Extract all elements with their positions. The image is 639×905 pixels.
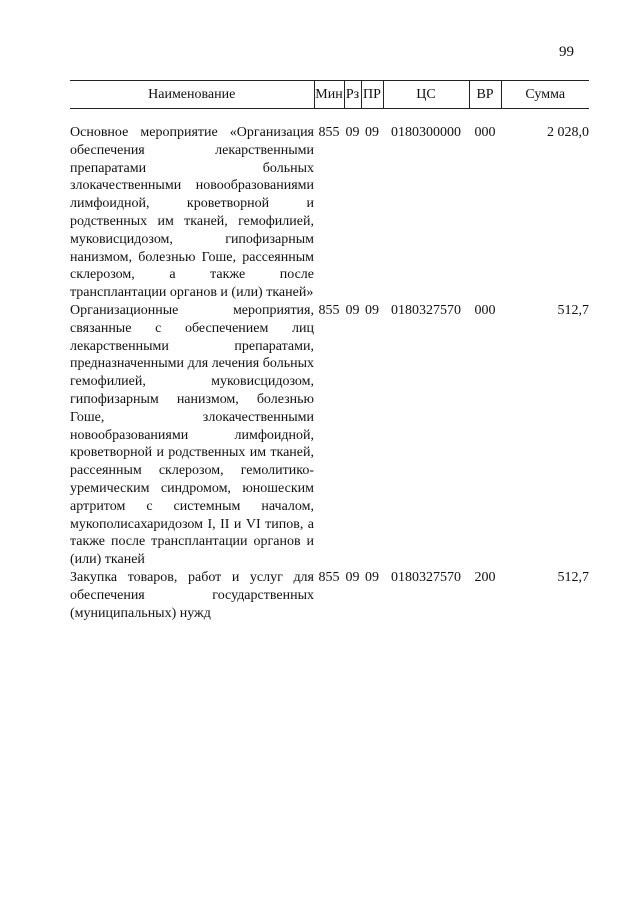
row-name: Организационные мероприятия, связанные с обеспечением лиц лекарственными препаратами, предназначенными для лечения больных гемофилией, муковисцидозом, гипофизарным нанизмом, болезнью Гоше, злокачественными новообразованиями лимфоидной, кроветворной и родственных им тканей, рассеянным склерозом, гемолитико-уремическим синдромом, юношеским артритом с системным началом, мукополисахаридозом I, II и VI типов, а также после трансплантации органов и (или) тканей — [70, 302, 314, 568]
row-sum: 512,7 — [557, 569, 589, 585]
table-row — [70, 124, 589, 302]
row-min: 855 — [318, 302, 340, 318]
table-row — [70, 302, 589, 569]
row-rz: 09 — [345, 302, 360, 318]
table-header — [70, 81, 589, 109]
table-row — [70, 569, 589, 622]
row-name: Основное мероприятие «Организация обеспечения лекарственными препаратами больных злокачественными новообразованиями лимфоидной, кроветворной и родственных им тканей, гемофилией, муковисцидозом, гипофизарным нанизмом, болезнью Гоше, рассеянным склерозом, а также после трансплантации органов и (или) тканей» — [70, 125, 314, 301]
row-pr: 09 — [365, 569, 379, 585]
row-min: 855 — [318, 569, 340, 585]
header-cs: ЦС — [383, 81, 469, 109]
row-rz: 09 — [345, 125, 360, 140]
header-rz: Рз — [344, 81, 361, 109]
budget-table — [70, 80, 589, 622]
row-sum: 2 028,0 — [547, 125, 589, 140]
row-cs: 0180327570 — [391, 569, 461, 585]
row-vr: 000 — [474, 125, 496, 140]
header-sum: Сумма — [501, 81, 589, 109]
row-min: 855 — [318, 125, 340, 140]
row-cs: 0180300000 — [391, 125, 461, 140]
header-pr: ПР — [361, 81, 383, 109]
header-name: Наименование — [70, 81, 314, 109]
page-number: 99 — [559, 44, 574, 60]
row-name: Закупка товаров, работ и услуг для обеспечения государственных (муниципальных) нужд — [70, 569, 314, 621]
row-rz: 09 — [345, 569, 360, 585]
header-min: Мин — [314, 81, 344, 109]
row-sum: 512,7 — [557, 302, 589, 318]
row-pr: 09 — [365, 302, 379, 318]
row-pr: 09 — [365, 125, 379, 140]
row-vr: 000 — [474, 302, 496, 318]
row-cs: 0180327570 — [391, 302, 461, 318]
row-vr: 200 — [474, 569, 496, 585]
header-vr: ВР — [469, 81, 501, 109]
